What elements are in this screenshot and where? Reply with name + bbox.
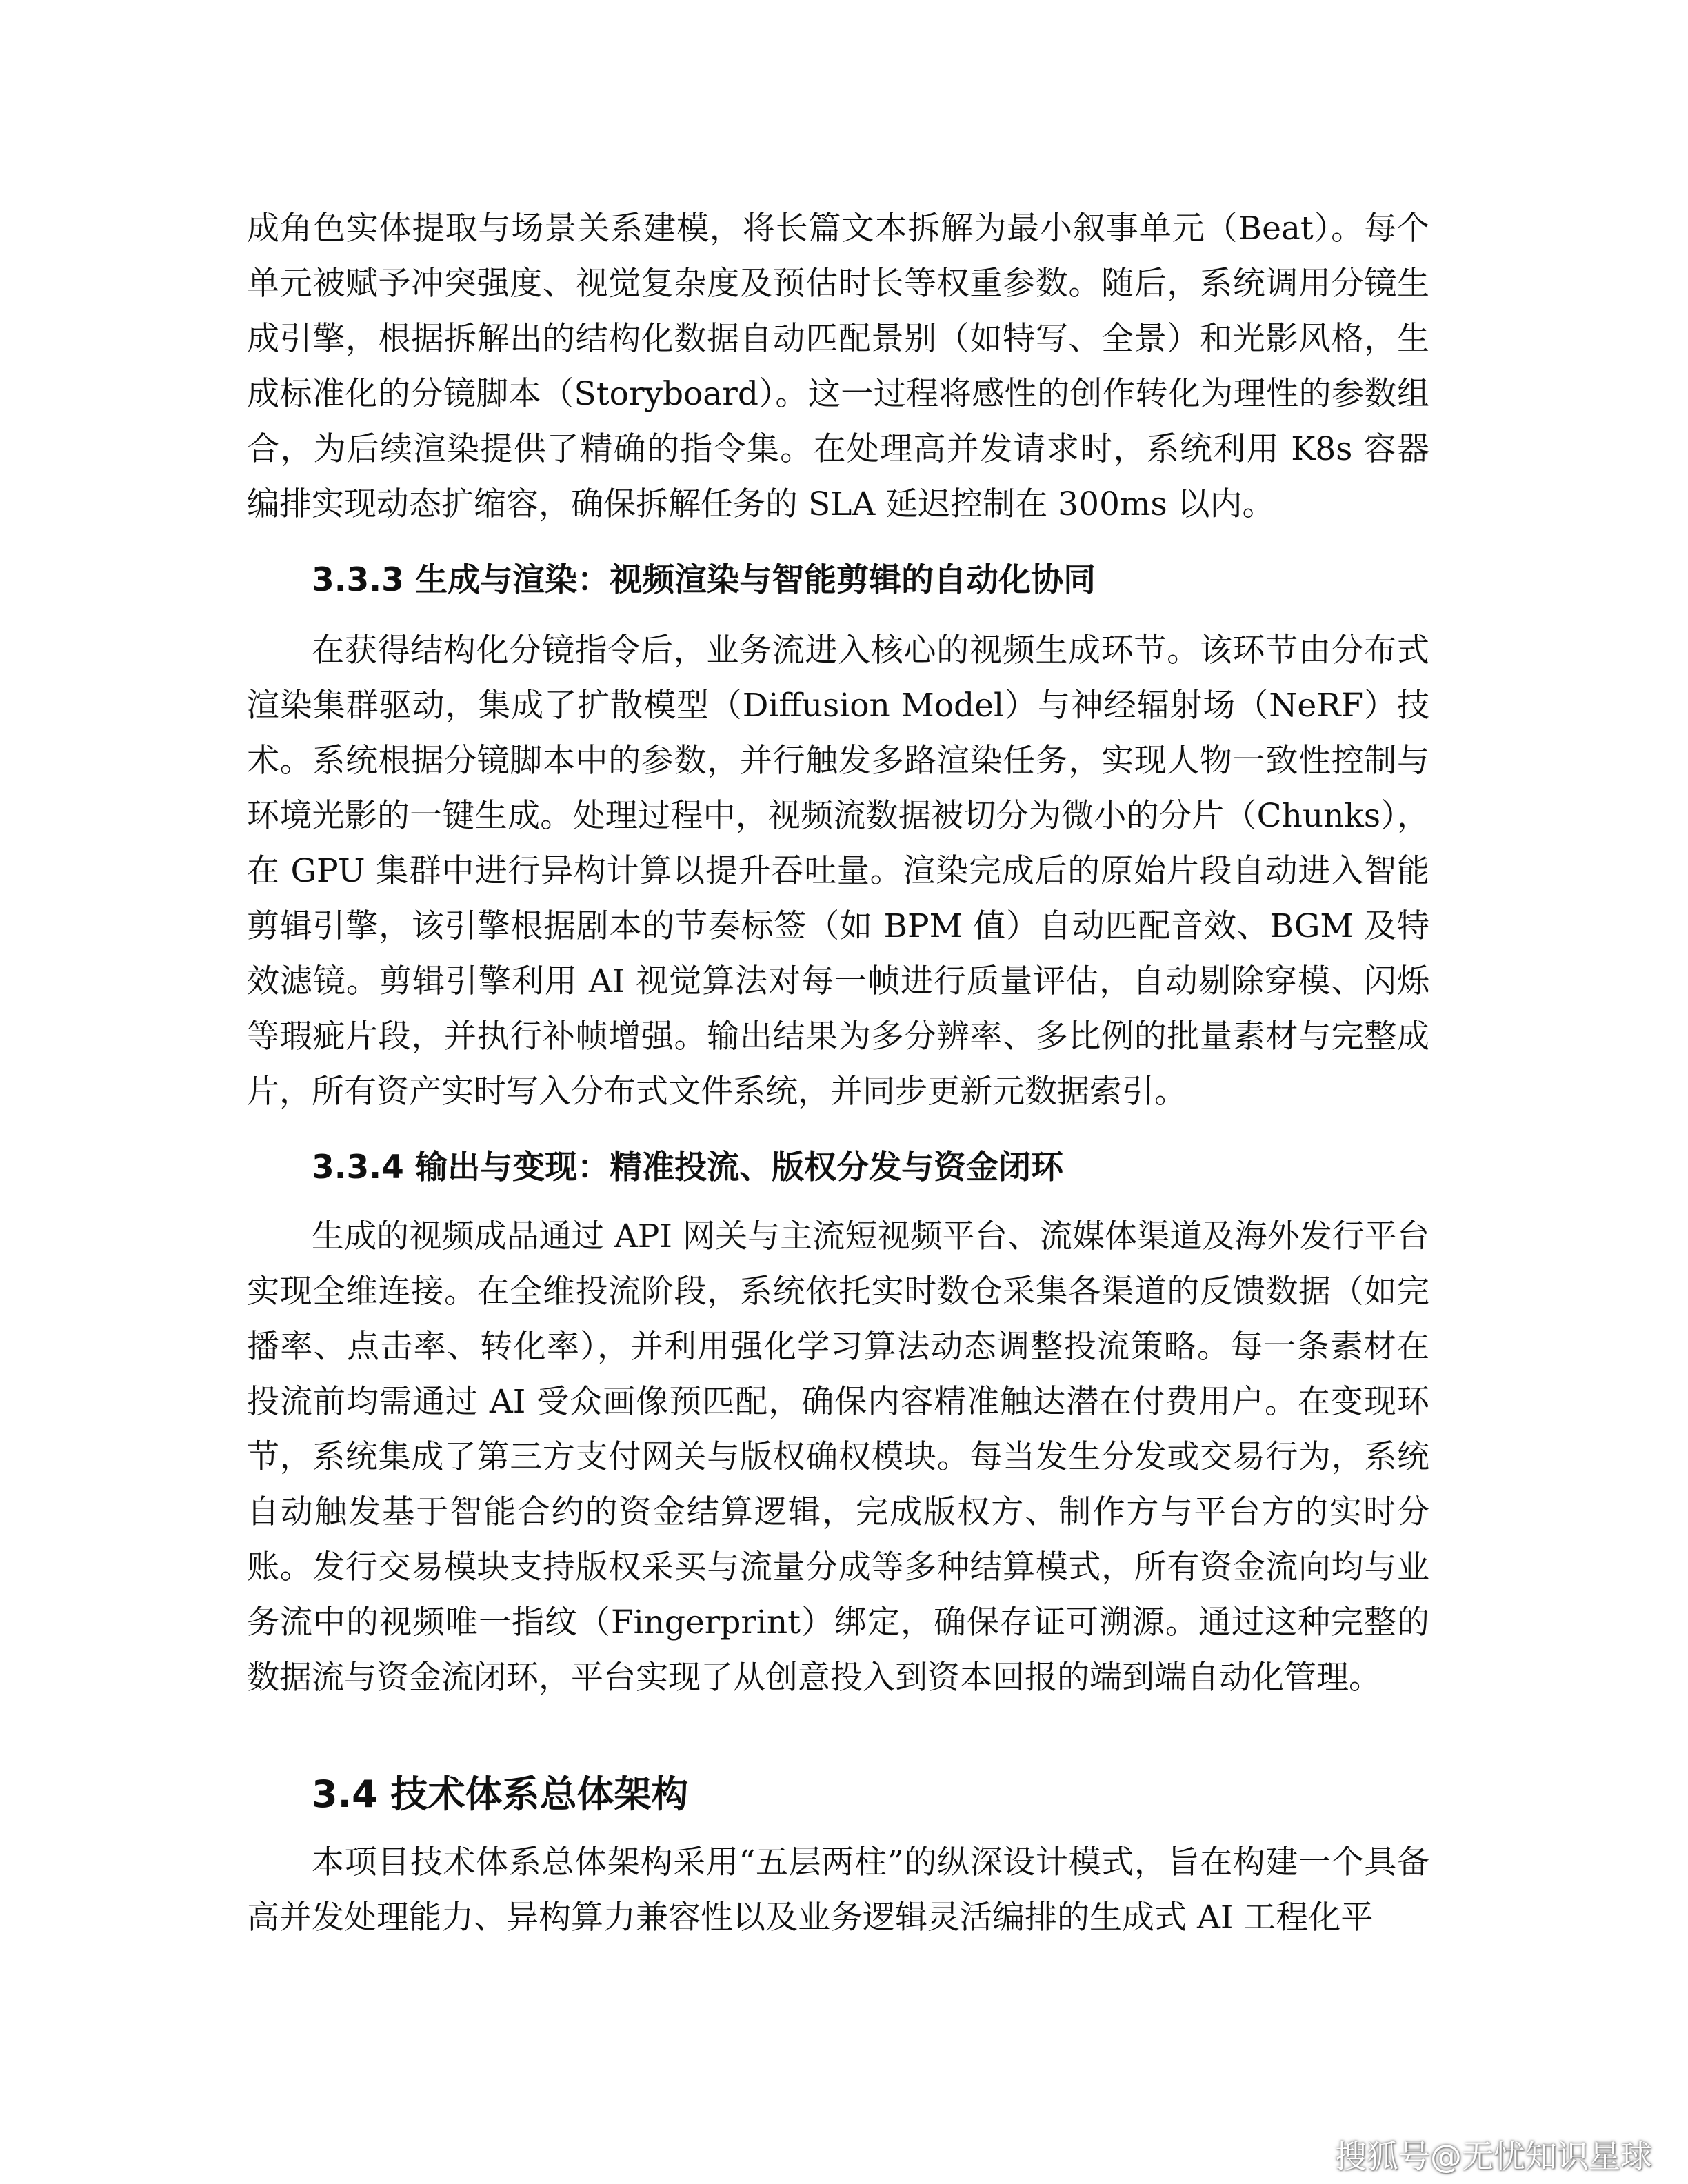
heading-3-3-4: 3.3.4 输出与变现：精准投流、版权分发与资金闭环 xyxy=(312,1149,1064,1186)
paragraph-story-decomposition: 成角色实体提取与场景关系建模，将长篇文本拆解为最小叙事单元（Beat）。每个单元被赋予冲突强度、视觉复杂度及预估时长等权重参数。随后，系统调用分镜生成引擎，根据拆解出的结构化数据自动匹配景别（如特写、全景）和光影风格，生成标准化的分镜脚本（Storyboard）。这一过程将感性的创作转化为理性的参数组合，为后续渲染提供了精确的指令集。在处理高并发请求时，系统利用 K8s 容器编排实现动态扩缩容，确保拆解任务的 SLA 延迟控制在 300ms 以内。 xyxy=(247,210,1429,523)
heading-3-3-3: 3.3.3 生成与渲染：视频渲染与智能剪辑的自动化协同 xyxy=(312,561,1096,599)
paragraph-architecture: 本项目技术体系总体架构采用“五层两柱”的纵深设计模式，旨在构建一个具备高并发处理能力、异构算力兼容性以及业务逻辑灵活编排的生成式 AI 工程化平 xyxy=(247,1843,1429,1937)
heading-3-4: 3.4 技术体系总体架构 xyxy=(312,1772,689,1816)
paragraph-render-edit: 在获得结构化分镜指令后，业务流进入核心的视频生成环节。该环节由分布式渲染集群驱动，集成了扩散模型（Diffusion Model）与神经辐射场（NeRF）技术。系统根据分镜脚本中的参数，并行触发多路渲染任务，实现人物一致性控制与环境光影的一键生成。处理过程中，视频流数据被切分为微小的分片（Chunks），在 GPU 集群中进行异构计算以提升吞吐量。渲染完成后的原始片段自动进入智能剪辑引擎，该引擎根据剧本的节奏标签（如 BPM 值）自动匹配音效、BGM 及特效滤镜。剪辑引擎利用 AI 视觉算法对每一帧进行质量评估，自动剔除穿模、闪烁等瑕疵片段，并执行补帧增强。输出结果为多分辨率、多比例的批量素材与完整成片，所有资产实时写入分布式文件系统，并同步更新元数据索引。 xyxy=(247,631,1429,1111)
paragraph-output-monetization: 生成的视频成品通过 API 网关与主流短视频平台、流媒体渠道及海外发行平台实现全维连接。在全维投流阶段，系统依托实时数仓采集各渠道的反馈数据（如完播率、点击率、转化率），并利用强化学习算法动态调整投流策略。每一条素材在投流前均需通过 AI 受众画像预匹配，确保内容精准触达潜在付费用户。在变现环节，系统集成了第三方支付网关与版权确权模块。每当发生分发或交易行为，系统自动触发基于智能合约的资金结算逻辑，完成版权方、制作方与平台方的实时分账。发行交易模块支持版权采买与流量分成等多种结算模式，所有资金流向均与业务流中的视频唯一指纹（Fingerprint）绑定，确保存证可溯源。通过这种完整的数据流与资金流闭环，平台实现了从创意投入到资本回报的端到端自动化管理。 xyxy=(247,1217,1429,1697)
watermark-text: 搜狐号@无忧知识星球 xyxy=(1335,2138,1652,2175)
